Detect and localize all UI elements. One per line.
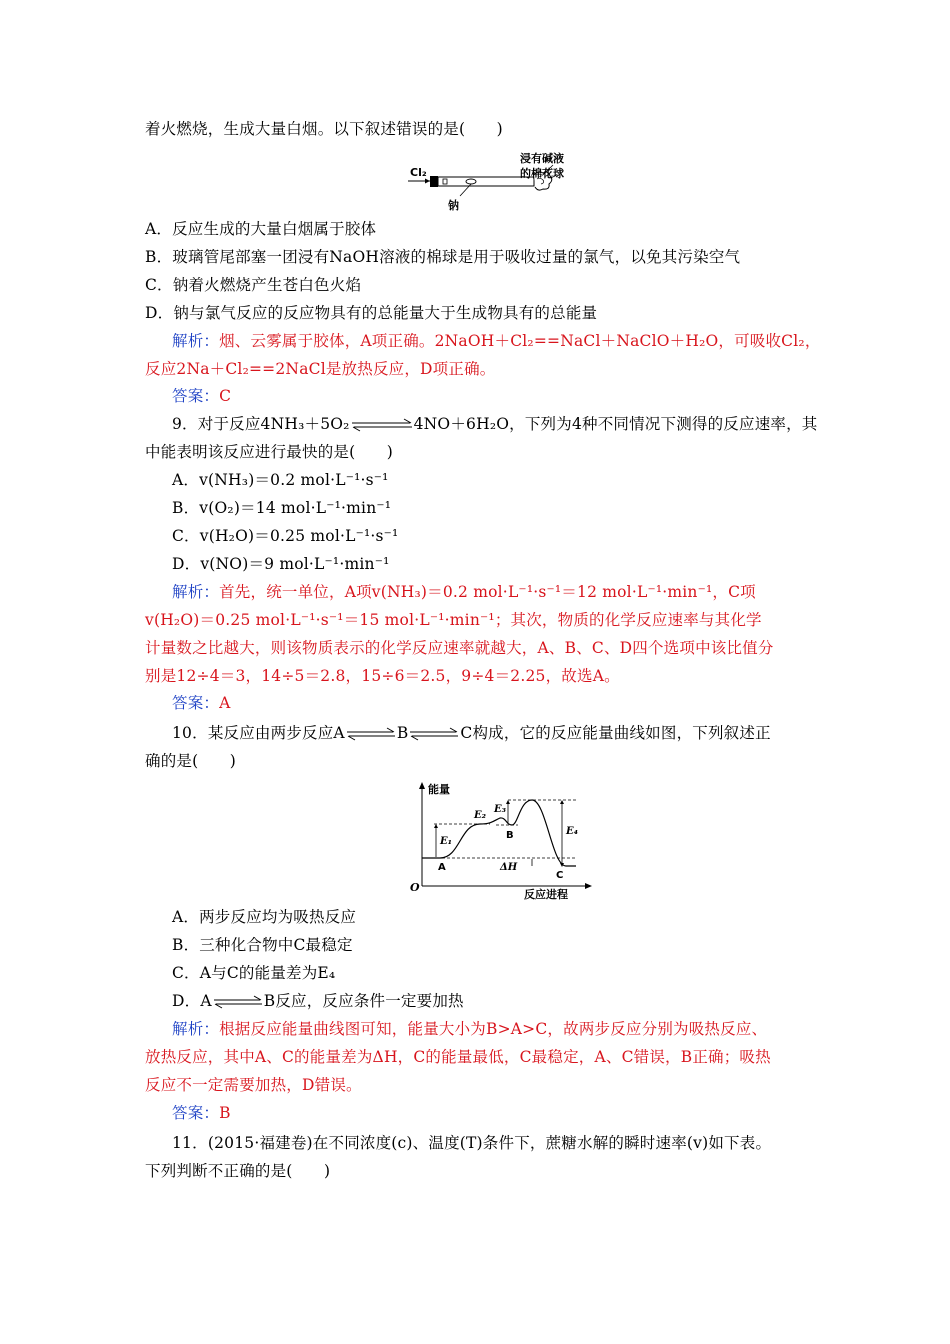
e1-label: E₁ xyxy=(440,836,453,847)
q9-option-a: A．v(NH₃)＝0.2 mol·L⁻¹·s⁻¹ xyxy=(172,471,389,489)
x-axis-arrow xyxy=(585,883,592,889)
q8-option-b: B．玻璃管尾部塞一团浸有NaOH溶液的棉球是用于吸收过量的氯气，以免其污染空气 xyxy=(145,248,741,266)
point-b-label: B xyxy=(506,830,514,841)
explanation-label: 解析： xyxy=(172,583,220,601)
equilibrium-arrow xyxy=(408,727,460,741)
y-axis-label: 能量 xyxy=(428,783,450,796)
explanation-text: 烟、云雾属于胶体，A项正确。2NaOH＋Cl₂==NaCl＋NaClO＋H₂O，可吸收Cl₂， xyxy=(219,332,821,350)
q9-option-d: D．v(NO)＝9 mol·L⁻¹·min⁻¹ xyxy=(172,555,390,573)
e3-label: E₃ xyxy=(494,804,507,815)
q11-stem-line-2: 下列判断不正确的是( ) xyxy=(145,1162,331,1180)
cotton-label-1: 浸有碱液 xyxy=(520,152,564,165)
q10-answer xyxy=(172,1102,231,1124)
e3-arrowhead xyxy=(506,800,510,804)
q10-stem-b: B xyxy=(396,724,409,742)
explanation-label: 解析： xyxy=(172,1020,220,1038)
q8-option-c: C．钠着火燃烧产生苍白色火焰 xyxy=(145,276,362,294)
y-axis-arrow xyxy=(419,782,425,789)
explanation-text: 首先，统一单位，A项v(NH₃)＝0.2 mol·L⁻¹·s⁻¹＝12 mol·L⁻¹·min⁻¹，C项 xyxy=(219,583,756,601)
q8-option-d: D．钠与氯气反应的反应物具有的总能量大于生成物具有的总能量 xyxy=(145,304,598,322)
point-a-label: A xyxy=(438,862,446,873)
q9-explanation-line-1 xyxy=(172,581,756,603)
q10-option-b: B．三种化合物中C最稳定 xyxy=(172,936,353,954)
explanation-text: 根据反应能量曲线图可知，能量大小为B>A>C，故两步反应分别为吸热反应、 xyxy=(219,1020,768,1038)
equilibrium-arrow xyxy=(345,727,397,741)
e1-arrowhead xyxy=(434,824,438,828)
q10-explanation-line-2: 放热反应，其中A、C的能量差为ΔH，C的能量最低，C最稳定，A、C错误，B正确；吸热 xyxy=(145,1048,771,1066)
x-axis-label: 反应进程 xyxy=(524,888,568,900)
q9-explanation-line-2: v(H₂O)＝0.25 mol·L⁻¹·s⁻¹＝15 mol·L⁻¹·min⁻¹；其次，物质的化学反应速率与其化学 xyxy=(145,611,762,629)
tube-mark xyxy=(443,179,447,184)
sodium-label: 钠 xyxy=(448,199,459,212)
q10-option-a: A．两步反应均为吸热反应 xyxy=(172,908,357,926)
q8-explanation-line-2: 反应2Na＋Cl₂==2NaCl是放热反应，D项正确。 xyxy=(145,360,496,378)
answer-value: C xyxy=(219,387,232,405)
answer-value: A xyxy=(219,694,231,712)
q9-stem-b: 4NO＋6H₂O，下列为4种不同情况下测得的反应速率，其 xyxy=(413,415,818,433)
energy-diagram xyxy=(400,778,600,900)
q8-explanation-line-1 xyxy=(172,330,821,352)
cotton-label-2: 的棉花球 xyxy=(520,167,564,180)
answer-value: B xyxy=(219,1104,231,1122)
q10-option-d-a: D．A xyxy=(172,992,212,1010)
explanation-label: 解析： xyxy=(172,332,220,350)
origin-label: O xyxy=(410,881,420,894)
q9-option-b: B．v(O₂)＝14 mol·L⁻¹·min⁻¹ xyxy=(172,499,392,517)
delta-h-label: ΔH xyxy=(500,862,518,873)
q10-option-d xyxy=(172,990,464,1012)
q10-stem-line-2: 确的是( ) xyxy=(145,752,236,770)
q9-stem-line-1 xyxy=(172,413,818,435)
q10-explanation-line-3: 反应不一定需要加热，D错误。 xyxy=(145,1076,362,1094)
q9-option-c: C．v(H₂O)＝0.25 mol·L⁻¹·s⁻¹ xyxy=(172,527,399,545)
q9-stem-a: 9．对于反应4NH₃＋5O₂ xyxy=(172,415,350,433)
e4-arrowhead-top xyxy=(560,800,564,804)
cl2-label: Cl₂ xyxy=(410,166,427,179)
q9-stem-line-2: 中能表明该反应进行最快的是( ) xyxy=(145,443,393,461)
answer-label: 答案： xyxy=(172,387,220,405)
e4-label: E₄ xyxy=(566,826,579,837)
equilibrium-arrow xyxy=(350,418,414,432)
q9-explanation-line-3: 计量数之比越大，则该物质表示的化学反应速率就越大，A、B、C、D四个选项中该比值分 xyxy=(145,639,774,657)
q10-option-d-b: B反应，反应条件一定要加热 xyxy=(263,992,464,1010)
gas-arrow xyxy=(425,179,430,184)
q10-stem-c: C构成，它的反应能量曲线如图，下列叙述正 xyxy=(460,724,771,742)
q10-stem-a: 10．某反应由两步反应A xyxy=(172,724,345,742)
q8-answer xyxy=(172,385,231,407)
point-c-label: C xyxy=(556,870,564,881)
e2-label: E₂ xyxy=(474,810,487,821)
q9-answer xyxy=(172,692,231,714)
sodium-piece xyxy=(466,179,476,184)
q10-stem-line-1 xyxy=(172,722,771,744)
question-8-stem: 着火燃烧，生成大量白烟。以下叙述错误的是( ) xyxy=(145,120,503,138)
apparatus-figure xyxy=(400,150,590,215)
q10-option-c: C．A与C的能量差为E₄ xyxy=(172,964,336,982)
stopper xyxy=(430,176,438,187)
q11-stem-line-1: 11．(2015·福建卷)在不同浓度(c)、温度(T)条件下，蔗糖水解的瞬时速率(v)如下表。 xyxy=(172,1134,772,1152)
answer-label: 答案： xyxy=(172,1104,220,1122)
q10-explanation-line-1 xyxy=(172,1018,767,1040)
q8-option-a: A．反应生成的大量白烟属于胶体 xyxy=(145,220,377,238)
answer-label: 答案： xyxy=(172,694,220,712)
equilibrium-arrow xyxy=(212,995,264,1009)
q9-explanation-line-4: 别是12÷4＝3，14÷5＝2.8，15÷6＝2.5，9÷4＝2.25，故选A。 xyxy=(145,667,620,685)
